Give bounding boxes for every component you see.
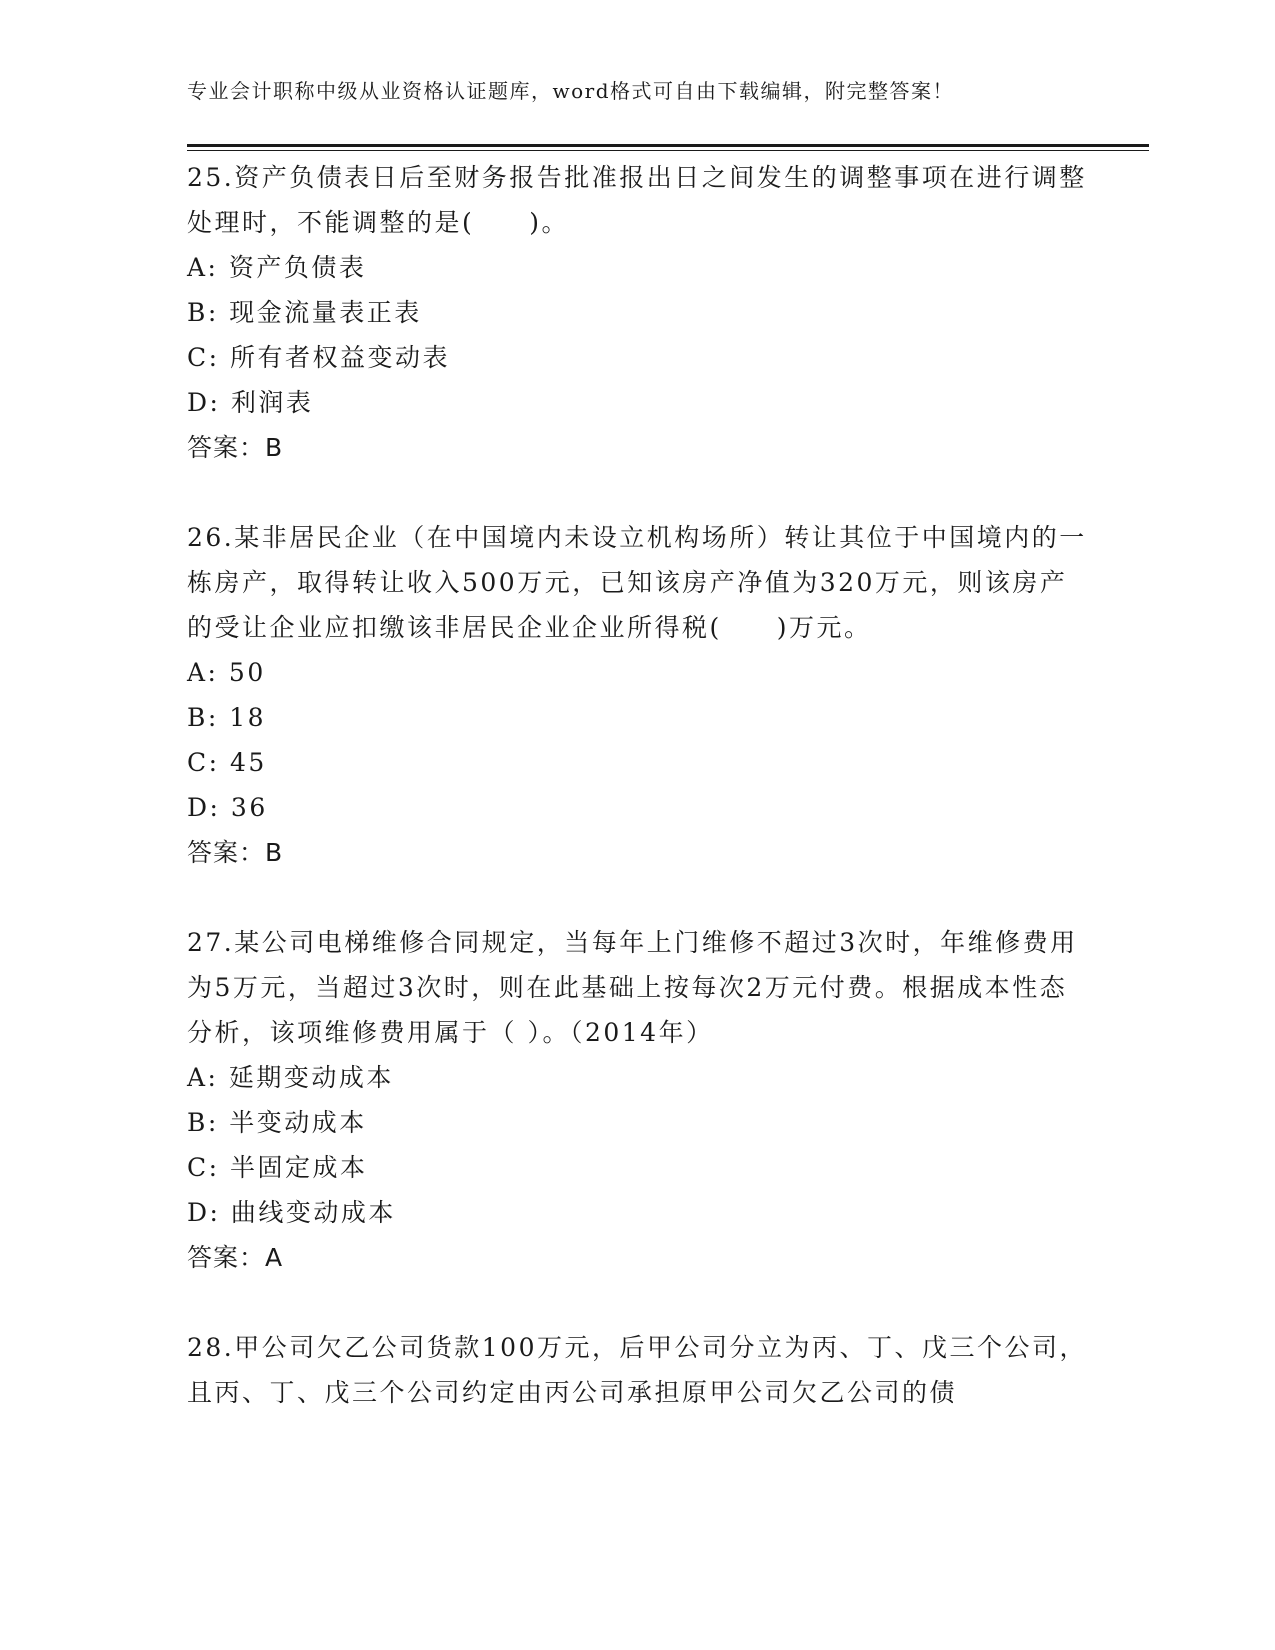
- option-c: C: 所有者权益变动表: [187, 343, 450, 372]
- option-d: D: 利润表: [187, 388, 314, 417]
- question-text: 25.资产负债表日后至财务报告批准报出日之间发生的调整事项在进行调整处理时，不能调整的是( )。: [187, 163, 1087, 237]
- option-c: C: 半固定成本: [187, 1153, 368, 1182]
- option-d: D: 曲线变动成本: [187, 1198, 396, 1227]
- answer: 答案：A: [187, 1243, 284, 1272]
- question-26: [187, 515, 1087, 875]
- question-text: 27.某公司电梯维修合同规定，当每年上门维修不超过3次时，年维修费用为5万元，当超过3次时，则在此基础上按每次2万元付费。根据成本性态分析，该项维修费用属于（ ）。（2014年）: [187, 928, 1078, 1047]
- answer: 答案：B: [187, 838, 284, 867]
- answer: 答案：B: [187, 433, 284, 462]
- question-25: [187, 155, 1087, 470]
- option-a: A: 资产负债表: [187, 253, 367, 282]
- header-rule-thin: [187, 150, 1149, 151]
- option-b: B: 现金流量表正表: [187, 298, 422, 327]
- question-text: 28.甲公司欠乙公司货款100万元，后甲公司分立为丙、丁、戊三个公司，且丙、丁、戊三个公司约定由丙公司承担原甲公司欠乙公司的债: [187, 1333, 1087, 1407]
- option-a: A: 延期变动成本: [187, 1063, 394, 1092]
- option-d: D: 36: [187, 793, 268, 822]
- option-b: B: 半变动成本: [187, 1108, 367, 1137]
- question-27: [187, 920, 1087, 1280]
- option-a: A: 50: [187, 658, 266, 687]
- option-c: C: 45: [187, 748, 267, 777]
- option-b: B: 18: [187, 703, 267, 732]
- page-header: 专业会计职称中级从业资格认证题库，word格式可自由下载编辑，附完整答案！: [187, 79, 955, 103]
- question-list: [187, 155, 1087, 1460]
- question-text: 26.某非居民企业（在中国境内未设立机构场所）转让其位于中国境内的一栋房产，取得转让收入500万元，已知该房产净值为320万元，则该房产的受让企业应扣缴该非居民企业企业所得税( )万元。: [187, 523, 1087, 642]
- question-28: [187, 1325, 1087, 1415]
- header-rule-thick: [187, 144, 1149, 147]
